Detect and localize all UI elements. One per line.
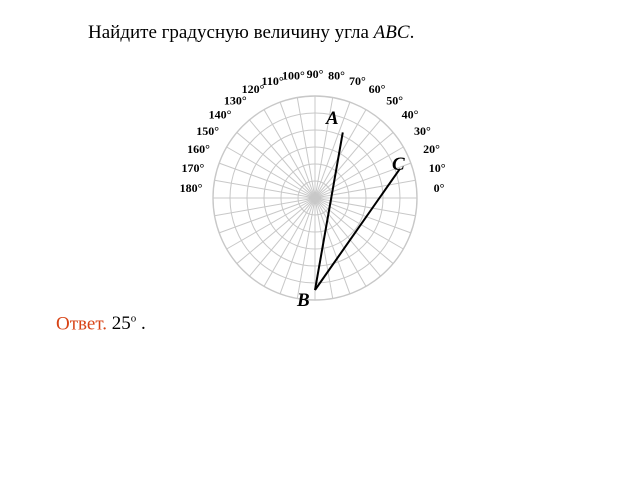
question-text: [88, 22, 414, 44]
polar-grid: [213, 93, 417, 300]
point-b-label: B: [297, 290, 310, 311]
degree-scale: [180, 70, 446, 195]
degree-label: 0°: [433, 181, 445, 195]
degree-label: 10°: [428, 161, 446, 176]
answer-value: [112, 313, 146, 334]
degree-label: 80°: [328, 70, 345, 83]
point-a-label: A: [326, 108, 339, 129]
answer-number: 25: [111, 313, 131, 335]
question-suffix: .: [409, 22, 415, 43]
degree-label: 130°: [223, 93, 247, 108]
degree-label: 160°: [187, 141, 210, 156]
degree-label: 20°: [423, 141, 440, 156]
protractor-diagram: [170, 70, 460, 320]
answer-degree-mark: o: [130, 313, 137, 325]
degree-label: 180°: [179, 181, 203, 195]
degree-label: 100°: [282, 70, 305, 83]
degree-label: 90°: [306, 70, 324, 81]
degree-label: 40°: [401, 107, 419, 122]
degree-label: 150°: [196, 123, 220, 138]
degree-label: 50°: [386, 93, 404, 108]
degree-label: 140°: [208, 107, 232, 122]
degree-label: 110°: [261, 73, 284, 88]
answer: [56, 313, 146, 335]
question-prefix: Найдите градусную величину угла: [88, 22, 374, 43]
degree-label: 30°: [413, 123, 431, 138]
angle-name: ABC: [373, 22, 410, 43]
degree-label: 170°: [181, 161, 205, 176]
answer-suffix: .: [136, 313, 146, 335]
degree-label: 70°: [349, 73, 366, 88]
degree-label: 120°: [241, 82, 265, 97]
point-c-label: C: [392, 154, 405, 175]
degree-label: 60°: [368, 82, 386, 97]
answer-label: Ответ.: [56, 313, 107, 335]
